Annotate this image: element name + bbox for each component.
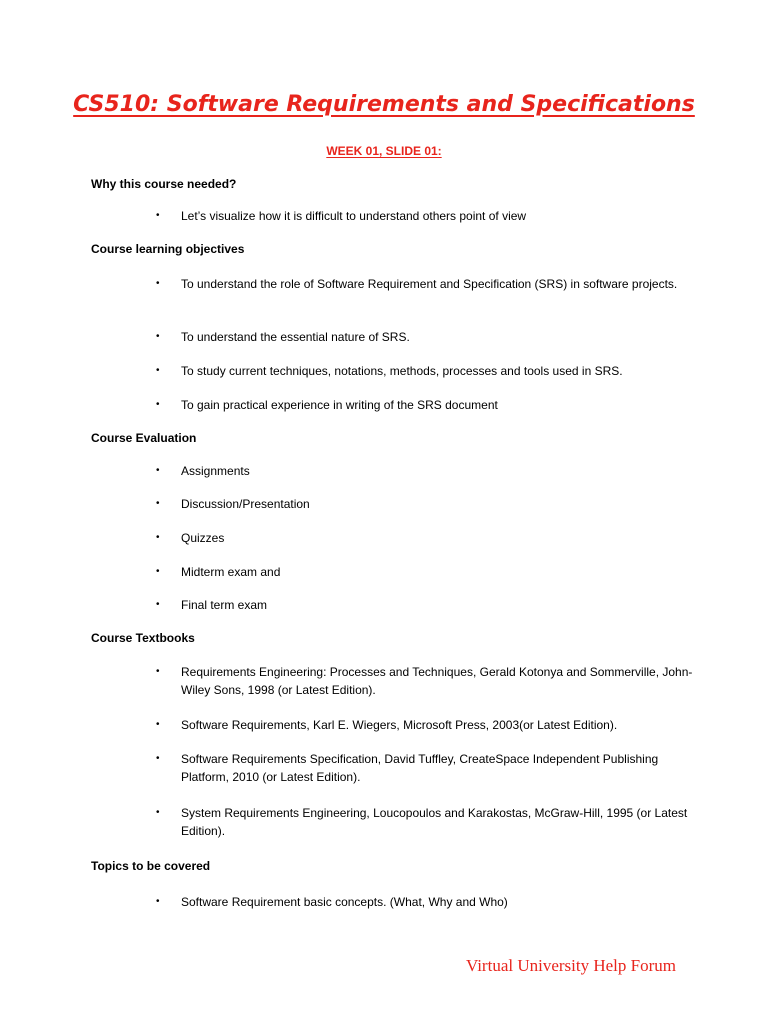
bullet-marker: • [156, 399, 160, 410]
section-heading-topics-covered: Topics to be covered [91, 859, 211, 873]
document-title: CS510: Software Requirements and Specifications [73, 92, 695, 117]
section-heading-course-evaluation: Course Evaluation [91, 431, 197, 445]
list-item: Software Requirements Specification, David Tuffley, CreateSpace Independent Publishing Platform, 2010 (or Latest Edition). [181, 752, 659, 784]
bullet-marker: • [156, 210, 160, 221]
document-subtitle: WEEK 01, SLIDE 01: [326, 144, 442, 158]
list-item: Software Requirement basic concepts. (What, Why and Who) [181, 895, 508, 909]
bullet-marker: • [156, 498, 160, 509]
bullet-marker: • [156, 807, 160, 818]
list-item: Midterm exam and [181, 565, 281, 579]
list-item: Assignments [181, 464, 250, 478]
bullet-marker: • [156, 465, 160, 476]
list-item: To understand the role of Software Requirement and Specification (SRS) in software projects. [181, 277, 678, 291]
bullet-marker: • [156, 896, 160, 907]
list-item: Quizzes [181, 531, 225, 545]
section-heading-why-course: Why this course needed? [91, 177, 237, 191]
list-item: Discussion/Presentation [181, 497, 310, 511]
footer-watermark: Virtual University Help Forum [465, 956, 676, 975]
list-item: System Requirements Engineering, Loucopoulos and Karakostas, McGraw-Hill, 1995 (or Latest Edition). [181, 806, 688, 838]
list-item: To understand the essential nature of SRS. [181, 330, 410, 344]
list-item: Software Requirements, Karl E. Wiegers, Microsoft Press, 2003(or Latest Edition). [181, 718, 618, 732]
list-item: To study current techniques, notations, methods, processes and tools used in SRS. [181, 364, 623, 378]
list-item: Final term exam [181, 598, 268, 612]
bullet-marker: • [156, 753, 160, 764]
list-item: Let’s visualize how it is difficult to understand others point of view [181, 209, 527, 223]
bullet-marker: • [156, 365, 160, 376]
section-heading-course-textbooks: Course Textbooks [91, 631, 195, 645]
bullet-marker: • [156, 599, 160, 610]
bullet-marker: • [156, 719, 160, 730]
bullet-marker: • [156, 532, 160, 543]
section-heading-learning-objectives: Course learning objectives [91, 242, 245, 256]
bullet-marker: • [156, 566, 160, 577]
bullet-marker: • [156, 278, 160, 289]
list-item: To gain practical experience in writing of the SRS document [181, 398, 498, 412]
bullet-marker: • [156, 666, 160, 677]
list-item: Requirements Engineering: Processes and Techniques, Gerald Kotonya and Sommerville, John-Wiley Sons, 1998 (or Latest Edition). [181, 665, 693, 697]
bullet-marker: • [156, 331, 160, 342]
